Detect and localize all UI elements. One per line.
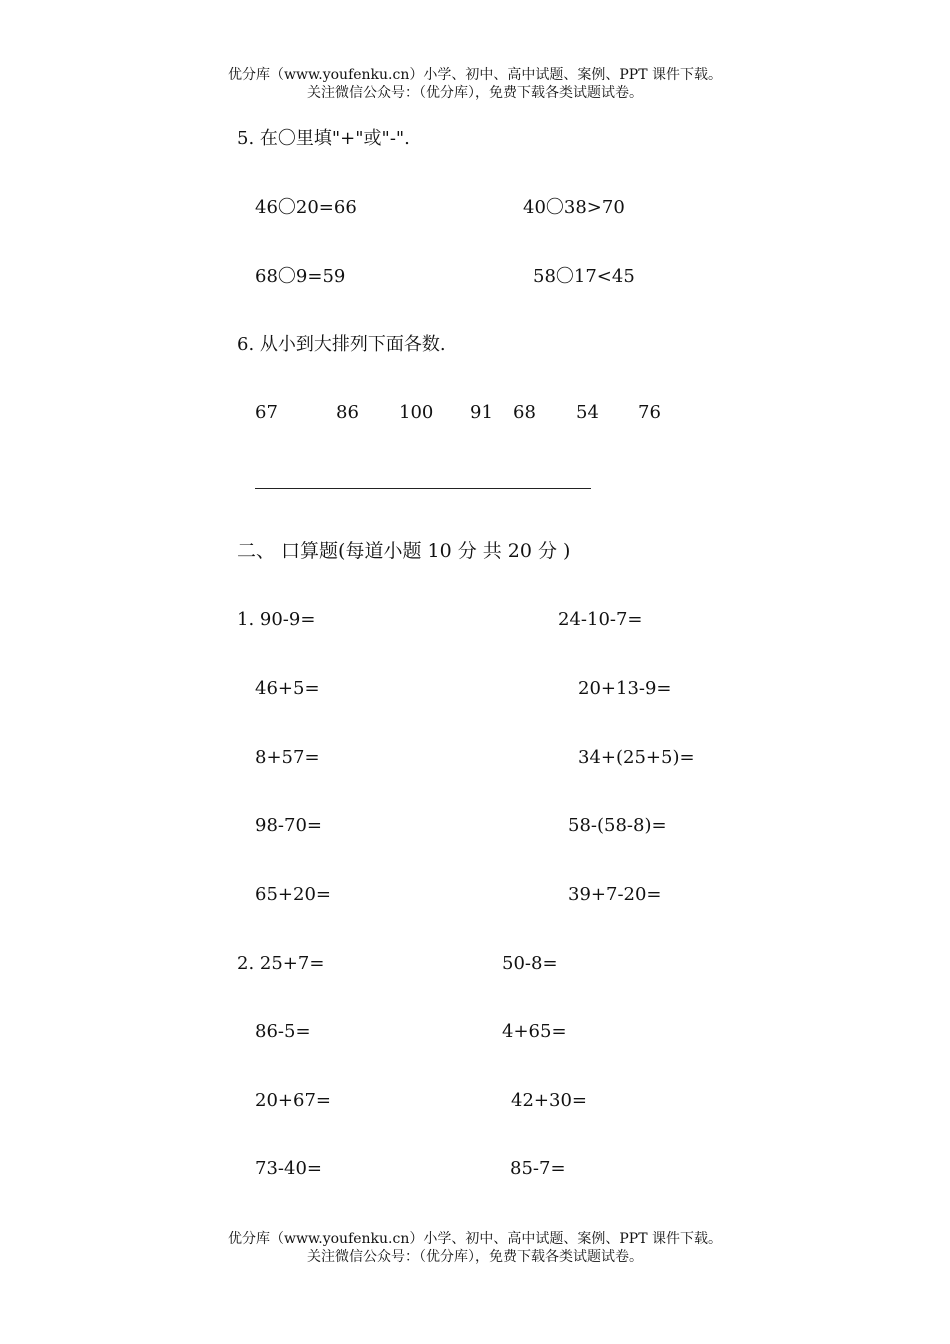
q6-number: 54 [576,402,599,423]
q6-title: 6. 从小到大排列下面各数. [237,334,446,355]
calc-item: 85-7= [510,1158,566,1179]
q5-item: 68〇9=59 [255,266,346,287]
q6-number: 91 [470,402,493,423]
footer-line-1: 优分库（www.youfenku.cn）小学、初中、高中试题、案例、PPT 课件下载。 [227,1231,722,1247]
calc-item: 2. 25+7= [237,953,325,974]
q5-title: 5. 在〇里填"+"或"-". [237,128,410,149]
calc-item: 4+65= [502,1021,567,1042]
calc-item: 73-40= [255,1158,322,1179]
q5-item: 46〇20=66 [255,197,357,218]
calc-item: 98-70= [255,815,322,836]
calc-item: 86-5= [255,1021,311,1042]
footer-line-2: 关注微信公众号：（优分库），免费下载各类试题试卷。 [307,1249,643,1265]
q5-item: 40〇38>70 [523,197,625,218]
answer-blank-line [255,488,591,489]
q6-number: 86 [336,402,359,423]
calc-item: 65+20= [255,884,331,905]
header-line-1: 优分库（www.youfenku.cn）小学、初中、高中试题、案例、PPT 课件下载。 [227,67,722,83]
calc-item: 34+(25+5)= [578,747,695,768]
calc-item: 1. 90-9= [237,609,316,630]
page-footer [0,1230,950,1266]
page-header [0,66,950,102]
calc-item: 8+57= [255,747,320,768]
section-2-title: 二、 口算题(每道小题 10 分 共 20 分 ) [237,540,571,562]
calc-item: 20+13-9= [578,678,672,699]
calc-item: 50-8= [502,953,558,974]
calc-item: 58-(58-8)= [568,815,667,836]
q6-number: 100 [399,402,434,423]
q5-item: 58〇17<45 [533,266,635,287]
header-line-2: 关注微信公众号：（优分库），免费下载各类试题试卷。 [307,85,643,101]
calc-item: 24-10-7= [558,609,643,630]
calc-item: 42+30= [511,1090,587,1111]
calc-item: 39+7-20= [568,884,662,905]
calc-item: 20+67= [255,1090,331,1111]
calc-item: 46+5= [255,678,320,699]
q6-number: 76 [638,402,661,423]
q6-number: 67 [255,402,278,423]
q6-number: 68 [513,402,536,423]
